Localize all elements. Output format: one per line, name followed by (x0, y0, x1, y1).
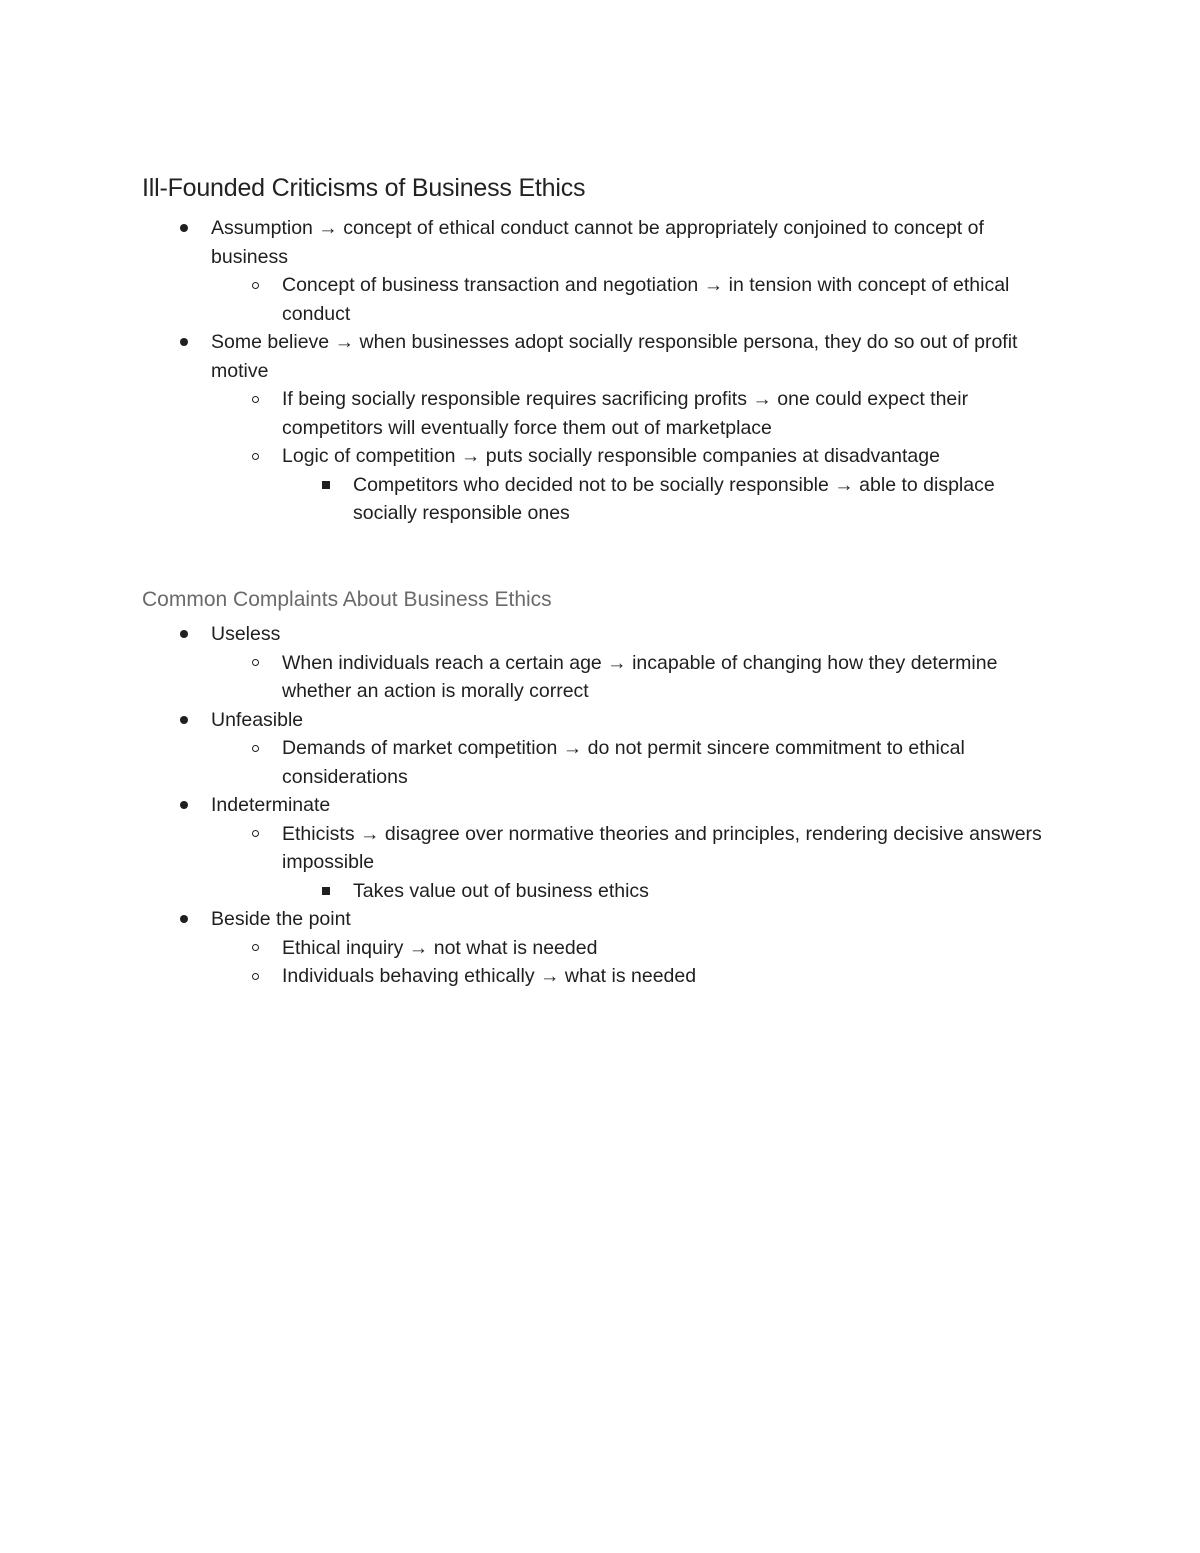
list-item-text: Assumption → concept of ethical conduct cannot be appropriately conjoined to concept of business (211, 217, 984, 268)
filled-disc-bullet-icon (180, 915, 188, 923)
list-item-text: Ethical inquiry → not what is needed (282, 936, 598, 959)
hollow-circle-bullet-icon (252, 944, 259, 951)
list-item-text: Individuals behaving ethically → what is needed (282, 965, 697, 987)
list-item-text: Indeterminate (211, 794, 331, 816)
hollow-circle-bullet-icon (252, 659, 259, 666)
list-item-text: Some believe → when businesses adopt socially responsible persona, they do so out of profit motive (211, 331, 1018, 382)
list-item (142, 877, 1062, 906)
list-item-text: Ethicists → disagree over normative theories and principles, rendering decisive answers impossible (282, 822, 1042, 873)
filled-disc-bullet-icon (180, 338, 188, 346)
list-item (142, 934, 1062, 963)
filled-disc-bullet-icon (180, 801, 188, 809)
list-item (142, 271, 1062, 328)
hollow-circle-bullet-icon (252, 396, 259, 403)
hollow-circle-bullet-icon (252, 973, 259, 980)
list-item (142, 385, 1062, 442)
list-item-text: Demands of market competition → do not permit sincere commitment to ethical considerations (282, 737, 965, 788)
list-item (142, 649, 1062, 706)
section-common-complaints (142, 586, 1062, 991)
list-item (142, 962, 1062, 991)
list-item (142, 791, 1062, 820)
hollow-circle-bullet-icon (252, 745, 259, 752)
list-item (142, 734, 1062, 791)
list-item (142, 706, 1062, 735)
bullet-list (142, 214, 1062, 528)
list-item-text: Takes value out of business ethics (353, 879, 649, 902)
list-item (142, 442, 1062, 471)
hollow-circle-bullet-icon (252, 453, 259, 460)
bullet-list (142, 620, 1062, 991)
section-heading: Ill-Founded Criticisms of Business Ethics (142, 174, 586, 202)
list-item-text: Useless (211, 623, 281, 645)
list-item (142, 820, 1062, 877)
list-item-text: Beside the point (211, 908, 351, 930)
list-item (142, 620, 1062, 649)
list-item-text: Unfeasible (211, 708, 304, 731)
filled-square-bullet-icon (322, 887, 330, 895)
hollow-circle-bullet-icon (252, 282, 259, 289)
list-item (142, 214, 1062, 271)
list-item-text: Competitors who decided not to be socially responsible → able to displace socially responsible ones (353, 473, 995, 524)
filled-disc-bullet-icon (180, 630, 188, 638)
list-item (142, 905, 1062, 934)
section-ill-founded-criticisms (142, 172, 1062, 528)
hollow-circle-bullet-icon (252, 830, 259, 837)
section-subheading: Common Complaints About Business Ethics (142, 588, 552, 611)
list-item (142, 328, 1062, 385)
list-item-text: Logic of competition → puts socially responsible companies at disadvantage (282, 445, 940, 467)
list-item-text: Concept of business transaction and negotiation → in tension with concept of ethical conduct (282, 274, 1010, 325)
list-item (142, 471, 1062, 528)
list-item-text: If being socially responsible requires sacrificing profits → one could expect their competitors will eventually force them out of marketplace (282, 388, 969, 439)
list-item-text: When individuals reach a certain age → incapable of changing how they determine whether an action is morally correct (282, 651, 998, 702)
filled-square-bullet-icon (322, 481, 330, 489)
filled-disc-bullet-icon (180, 716, 188, 724)
filled-disc-bullet-icon (180, 224, 188, 232)
